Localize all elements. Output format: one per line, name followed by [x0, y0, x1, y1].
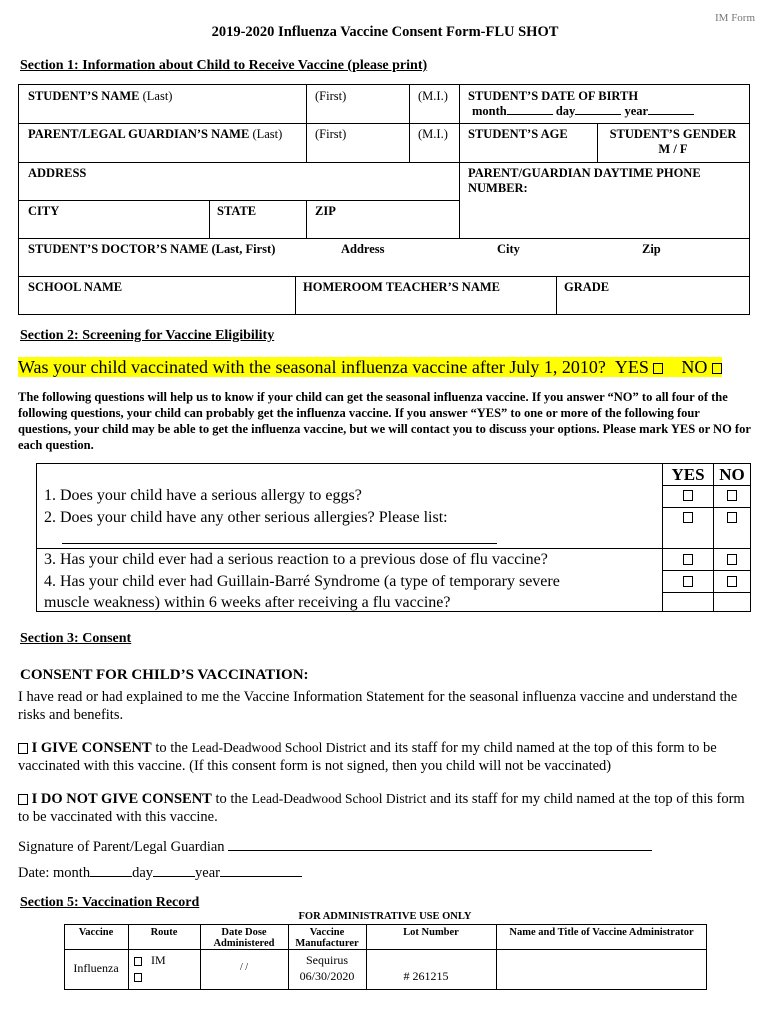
- seasonal-question-text: Was your child vaccinated with the seasonal influenza vaccine after July 1, 2010?: [18, 357, 606, 377]
- yes-column-header: YES: [671, 465, 705, 484]
- route-im-row: [134, 953, 166, 968]
- lot-number-value: # 261215: [403, 969, 449, 983]
- zip-label: ZIP: [315, 204, 336, 218]
- guardian-first-label: (First): [315, 127, 347, 141]
- question-2: 2. Does your child have any other serious allergies? Please list:: [44, 509, 448, 526]
- dob-day-label: day: [555, 104, 576, 118]
- district-name-2: Lead-Deadwood School District: [251, 791, 427, 806]
- doctor-zip-label: Zip: [642, 242, 661, 256]
- guardian-sub: (Last): [252, 127, 283, 141]
- date-day-line[interactable]: [153, 862, 195, 877]
- question-4-line1: 4. Has your child ever had Guillain-Barré Syndrome (a type of temporary severe: [44, 573, 560, 590]
- date-month-line[interactable]: [90, 862, 132, 877]
- route-im-checkbox[interactable]: [134, 957, 142, 966]
- question-4-line2: muscle weakness) within 6 weeks after receiving a flu vaccine?: [44, 594, 451, 611]
- phone-label: PARENT/GUARDIAN DAYTIME PHONE NUMBER:: [468, 166, 701, 195]
- seasonal-no-checkbox[interactable]: [712, 363, 722, 374]
- not-give-consent-label: I DO NOT GIVE CONSENT: [31, 791, 212, 807]
- date-year-label: year: [195, 865, 220, 881]
- q4-yes-checkbox[interactable]: [683, 576, 693, 587]
- col-administrator: Name and Title of Vaccine Administrator: [509, 927, 694, 938]
- section2-heading: Section 2: Screening for Vaccine Eligibility: [20, 328, 275, 343]
- give-consent-checkbox[interactable]: [18, 743, 28, 754]
- q2-yes-checkbox[interactable]: [683, 512, 693, 523]
- give-consent-to: to the: [155, 740, 188, 756]
- not-give-consent-rest: and its staff for my child named at the top of this form to be vaccinated with this vaccine.: [18, 791, 745, 825]
- q3-no-checkbox[interactable]: [727, 554, 737, 565]
- col-manufacturer: Vaccine Manufacturer: [295, 927, 359, 949]
- administrator-field[interactable]: [497, 950, 706, 989]
- col-lot-number: Lot Number: [403, 927, 459, 938]
- gender-label: STUDENT’S GENDER: [609, 127, 737, 141]
- date-administered-value[interactable]: / /: [239, 962, 249, 973]
- dob-month-label: month: [472, 104, 507, 118]
- grade-label: GRADE: [564, 280, 610, 294]
- student-name-sub: (Last): [142, 89, 173, 103]
- address-label: ADDRESS: [28, 166, 87, 180]
- signature-label: Signature of Parent/Legal Guardian: [18, 839, 225, 855]
- state-label: STATE: [217, 204, 257, 218]
- question-1: 1. Does your child have a serious allergy to eggs?: [44, 487, 362, 504]
- give-consent-statement: [18, 739, 753, 775]
- not-give-consent-to: to the: [215, 791, 249, 807]
- section5-heading: Section 5: Vaccination Record: [20, 895, 200, 910]
- doctor-address-label: Address: [341, 242, 385, 256]
- school-label: SCHOOL NAME: [28, 280, 123, 294]
- section1-heading: Section 1: Information about Child to Receive Vaccine (please print): [20, 58, 428, 73]
- route-other-checkbox[interactable]: [134, 973, 142, 982]
- q3-yes-checkbox[interactable]: [683, 554, 693, 565]
- allergy-list-line[interactable]: [62, 543, 497, 544]
- route-im-label: IM: [151, 953, 166, 967]
- screening-instructions: The following questions will help us to know if your child can get the seasonal influenza vaccine. If you answer “NO” to all four of the following questions, your child can probably get the influenza vaccine. If you answer “YES” to one or more of the following four questions, your child may be able to get the influenza vaccine, but we will contact you to discuss your options. Please mark YES or NO for each question.: [18, 390, 751, 452]
- district-name: Lead-Deadwood School District: [191, 740, 367, 755]
- signature-line[interactable]: [228, 836, 652, 851]
- date-label: Date: month: [18, 865, 91, 881]
- route-other-row: [134, 969, 142, 984]
- consent-title: CONSENT FOR CHILD’S VACCINATION:: [20, 667, 309, 683]
- manufacturer-value: Sequirus: [306, 953, 348, 967]
- date-year-line[interactable]: [220, 862, 302, 877]
- vaccine-value: Influenza: [73, 961, 119, 975]
- section3-heading: Section 3: Consent: [20, 631, 132, 646]
- question-3: 3. Has your child ever had a serious reaction to a previous dose of flu vaccine?: [44, 551, 548, 568]
- q2-no-checkbox[interactable]: [727, 512, 737, 523]
- doctor-city-label: City: [497, 242, 520, 256]
- col-route: Route: [150, 927, 178, 938]
- signature-row: [18, 836, 652, 856]
- date-row: [18, 862, 302, 882]
- form-code-tag: IM Form: [715, 12, 756, 24]
- dob-year-label: year: [624, 104, 649, 118]
- gender-options: M / F: [658, 142, 688, 156]
- student-mi-label: (M.I.): [418, 89, 448, 103]
- guardian-mi-label: (M.I.): [418, 127, 448, 141]
- doctor-label: STUDENT’S DOCTOR’S NAME (Last, First): [28, 242, 276, 256]
- seasonal-vaccine-question: [18, 357, 722, 378]
- date-day-label: day: [132, 865, 154, 881]
- consent-body: I have read or had explained to me the Vaccine Information Statement for the seasonal influenza vaccine and understand the risks and benefits.: [18, 689, 738, 723]
- manufacturer-date: 06/30/2020: [299, 969, 355, 983]
- seasonal-no-label: NO: [681, 357, 708, 377]
- seasonal-yes-checkbox[interactable]: [653, 363, 663, 374]
- give-consent-label: I GIVE CONSENT: [31, 740, 152, 756]
- not-give-consent-statement: [18, 790, 753, 826]
- student-name-label: STUDENT’S NAME: [28, 89, 140, 103]
- col-vaccine: Vaccine: [78, 927, 114, 938]
- seasonal-yes-label: YES: [614, 357, 649, 377]
- no-column-header: NO: [719, 465, 745, 484]
- guardian-label: PARENT/LEGAL GUARDIAN’S NAME: [28, 127, 250, 141]
- col-date-administered: Date Dose Administered: [213, 927, 275, 949]
- dob-label: STUDENT’S DATE OF BIRTH: [468, 89, 639, 103]
- student-first-label: (First): [315, 89, 347, 103]
- q1-no-checkbox[interactable]: [727, 490, 737, 501]
- city-label: CITY: [28, 204, 60, 218]
- not-give-consent-checkbox[interactable]: [18, 794, 28, 805]
- page-title: 2019-2020 Influenza Vaccine Consent Form-FLU SHOT: [211, 24, 559, 40]
- give-consent-rest: and its staff for my child named at the top of this form to be vaccinated with this vaccine. (If this consent form is not signed, then you child will not be vaccinated): [18, 740, 717, 774]
- q1-yes-checkbox[interactable]: [683, 490, 693, 501]
- q4-no-checkbox[interactable]: [727, 576, 737, 587]
- teacher-label: HOMEROOM TEACHER’S NAME: [303, 280, 500, 294]
- age-label: STUDENT’S AGE: [468, 127, 568, 141]
- admin-use-only-label: FOR ADMINISTRATIVE USE ONLY: [298, 911, 472, 922]
